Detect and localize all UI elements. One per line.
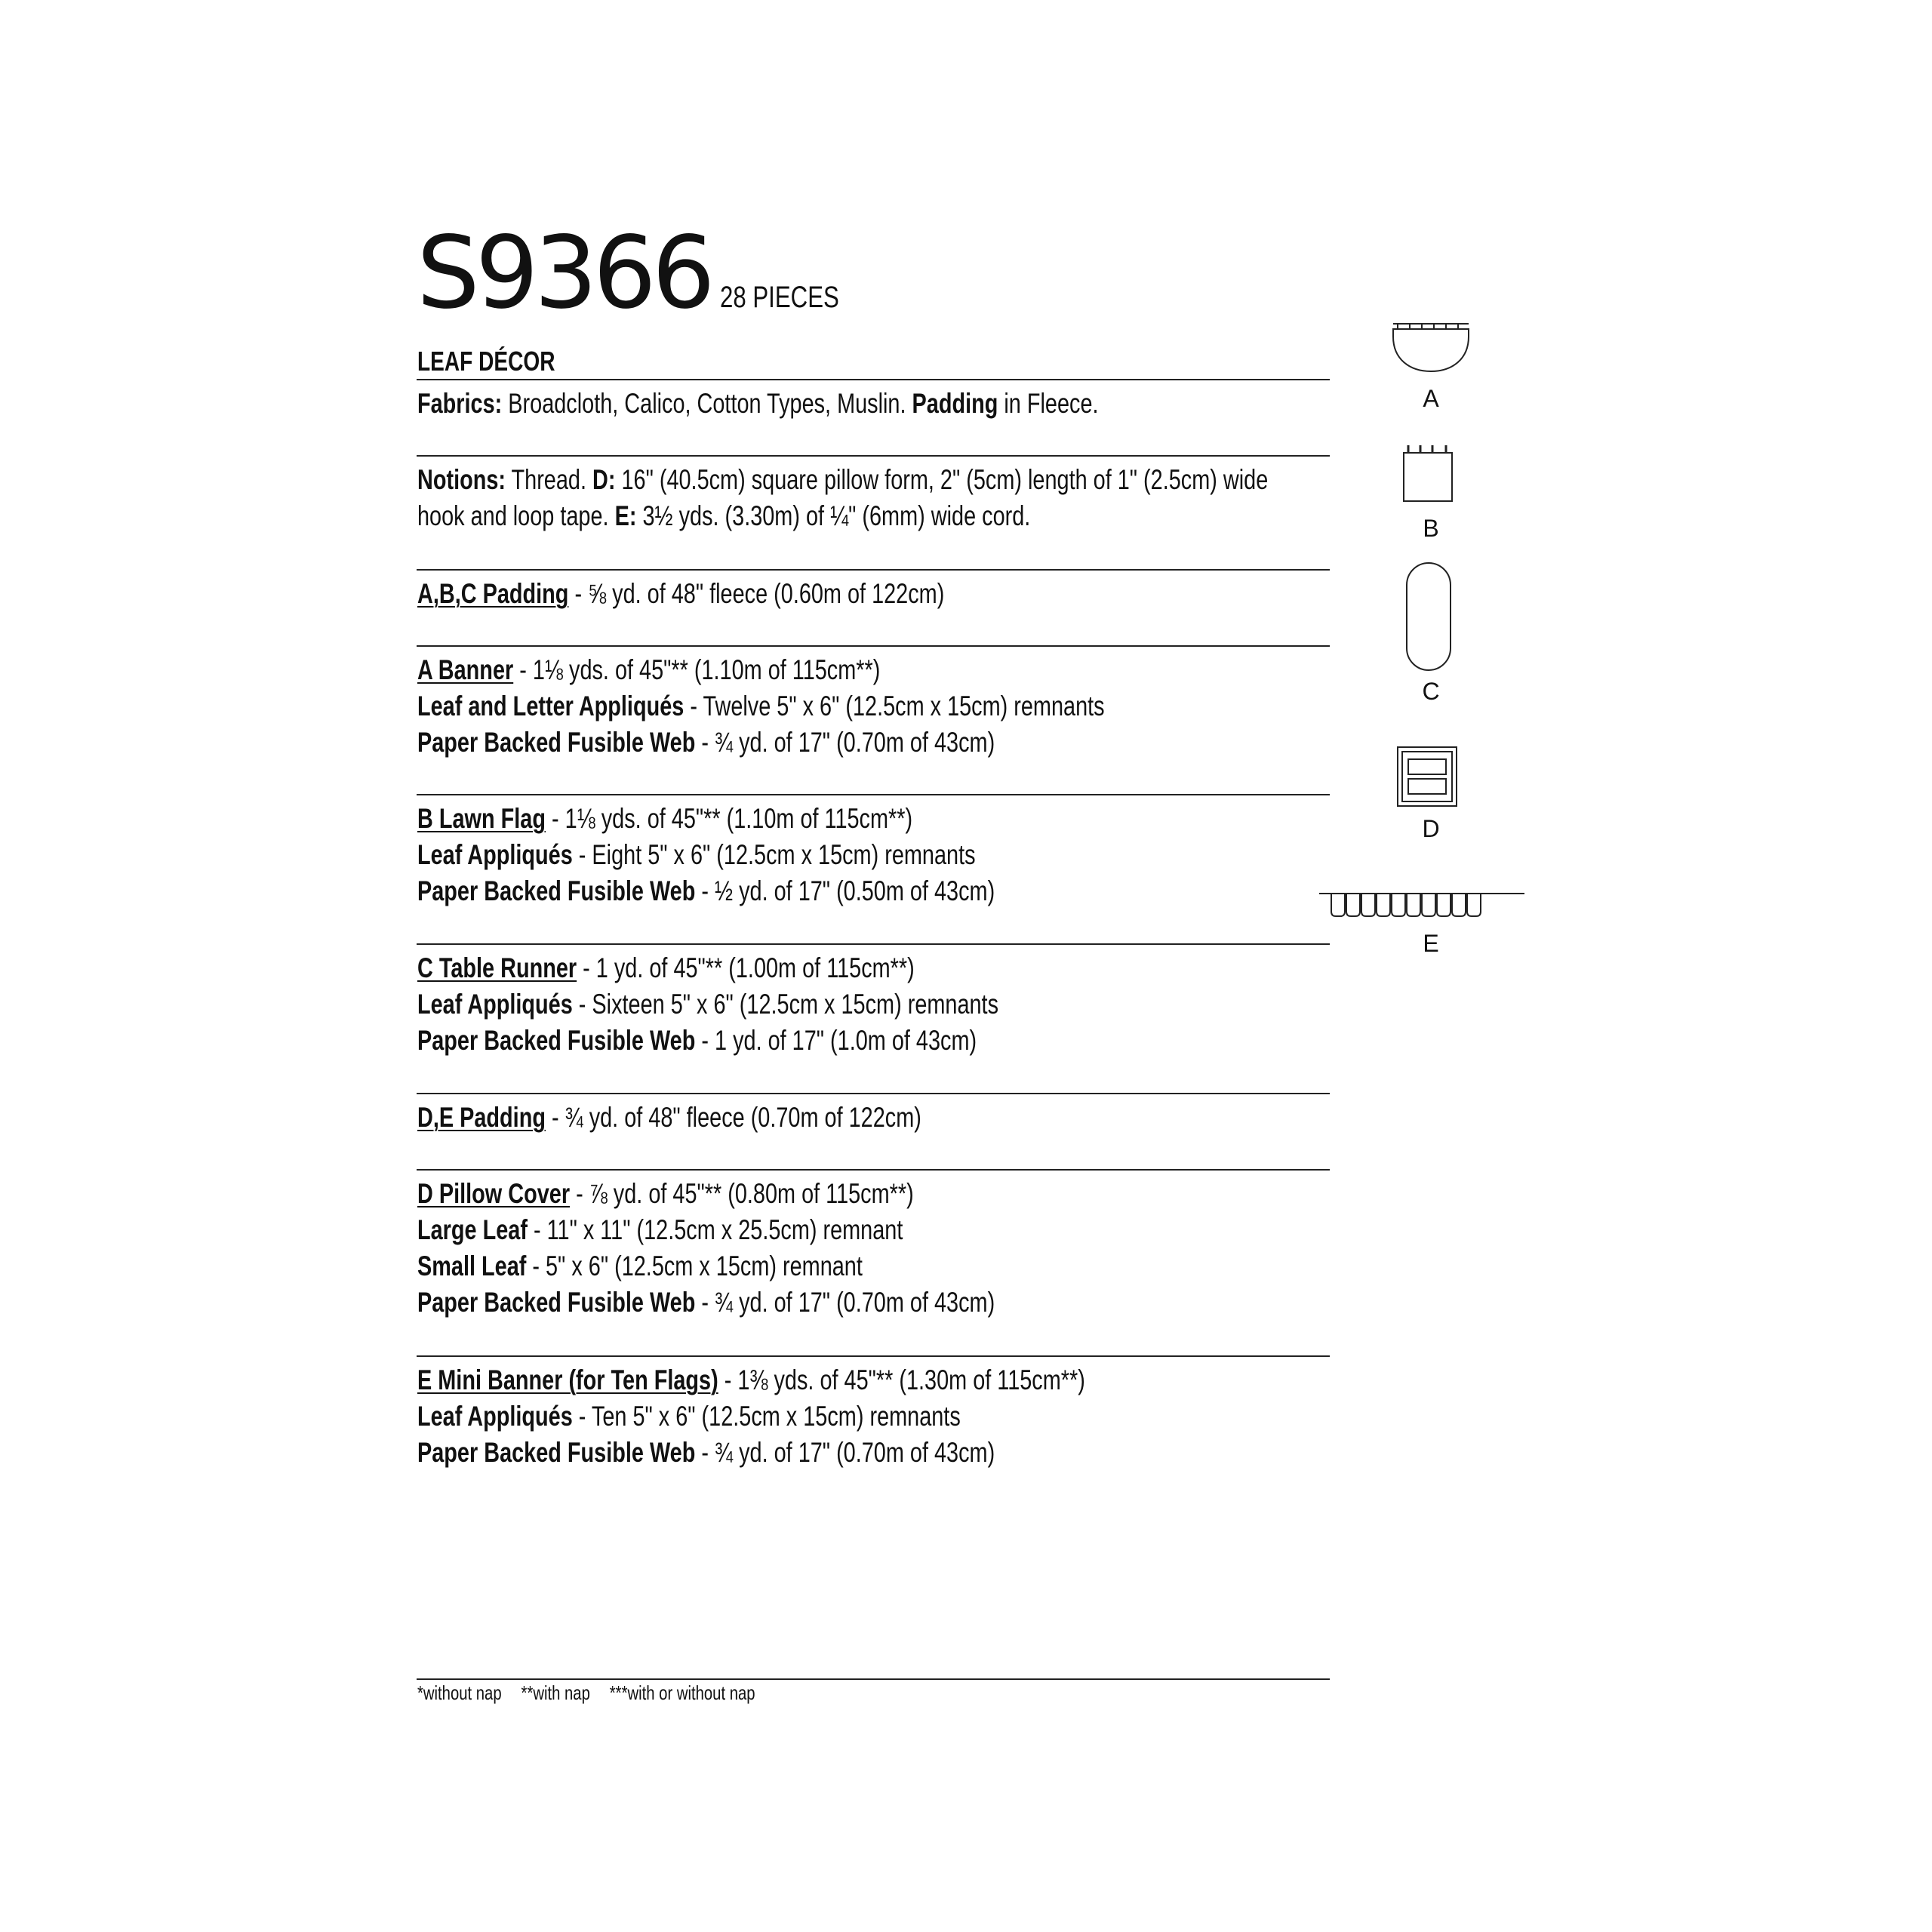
section-yardage: - ⅞ yd. of 45"** (0.80m of 115cm**) bbox=[570, 1178, 914, 1209]
item-text: - 1 yd. of 17" (1.0m of 43cm) bbox=[695, 1025, 977, 1056]
fabrics-text: Broadcloth, Calico, Cotton Types, Muslin. bbox=[502, 388, 912, 419]
item-label: Paper Backed Fusible Web bbox=[417, 727, 696, 758]
notions-d-text: 16" (40.5cm) square pillow form, 2" (5cm) length of 1" (2.5cm) wide bbox=[615, 464, 1269, 495]
item-text: - Eight 5" x 6" (12.5cm x 15cm) remnants bbox=[572, 839, 976, 870]
pieces-count: 28 PIECES bbox=[720, 281, 839, 314]
view-a-banner-drawing bbox=[1392, 323, 1470, 376]
footnotes bbox=[417, 1681, 771, 1705]
section-yardage: - 1 yd. of 45"** (1.00m of 115cm**) bbox=[577, 952, 915, 983]
item-label: Paper Backed Fusible Web bbox=[417, 1025, 696, 1056]
footnote: **with nap bbox=[521, 1681, 590, 1704]
item-label: Leaf Appliqués bbox=[417, 989, 573, 1020]
divider bbox=[417, 645, 1330, 647]
item-label: Small Leaf bbox=[417, 1251, 527, 1281]
view-label-c: C bbox=[1422, 678, 1440, 705]
view-c-table-runner-drawing bbox=[1405, 561, 1454, 673]
divider bbox=[417, 943, 1330, 945]
divider bbox=[417, 569, 1330, 571]
item-label: Paper Backed Fusible Web bbox=[417, 1437, 696, 1468]
divider bbox=[417, 1355, 1330, 1357]
divider bbox=[417, 794, 1330, 795]
section-heading: B Lawn Flag bbox=[417, 803, 546, 834]
item-text: - ¾ yd. of 17" (0.70m of 43cm) bbox=[695, 1437, 995, 1468]
notions-section bbox=[417, 462, 1398, 534]
notions-text: hook and loop tape. bbox=[417, 500, 615, 531]
fabrics-section bbox=[417, 386, 1398, 422]
section-yardage: - 1⅛ yds. of 45"** (1.10m of 115cm**) bbox=[545, 803, 913, 834]
item-text: - 11" x 11" (12.5cm x 25.5cm) remnant bbox=[527, 1214, 903, 1245]
item-text: - ½ yd. of 17" (0.50m of 43cm) bbox=[695, 875, 995, 906]
yardage-section bbox=[417, 576, 1398, 612]
footnote: *without nap bbox=[417, 1681, 502, 1704]
yardage-section bbox=[417, 801, 1398, 909]
item-text: - ¾ yd. of 17" (0.70m of 43cm) bbox=[695, 727, 995, 758]
item-label: Leaf Appliqués bbox=[417, 839, 573, 870]
yardage-section bbox=[417, 950, 1398, 1059]
notions-text: Thread. bbox=[506, 464, 593, 495]
section-yardage: - ⅝ yd. of 48" fleece (0.60m of 122cm) bbox=[568, 578, 945, 609]
item-text: - Ten 5" x 6" (12.5cm x 15cm) remnants bbox=[572, 1401, 961, 1432]
item-label: Paper Backed Fusible Web bbox=[417, 875, 696, 906]
view-e-mini-banner-drawing bbox=[1319, 891, 1524, 921]
notions-e-text: 3½ yds. (3.30m) of ¼" (6mm) wide cord. bbox=[636, 500, 1031, 531]
yardage-section bbox=[417, 652, 1398, 761]
notions-d-label: D: bbox=[592, 464, 616, 495]
yardage-section bbox=[417, 1100, 1398, 1136]
item-text: - ¾ yd. of 17" (0.70m of 43cm) bbox=[695, 1287, 995, 1318]
section-yardage: - 1⅜ yds. of 45"** (1.30m of 115cm**) bbox=[718, 1364, 1085, 1395]
section-heading: A,B,C Padding bbox=[417, 578, 569, 609]
divider bbox=[417, 455, 1330, 457]
yardage-section bbox=[417, 1176, 1398, 1321]
item-label: Large Leaf bbox=[417, 1214, 528, 1245]
view-label-b: B bbox=[1423, 515, 1439, 542]
section-heading: E Mini Banner (for Ten Flags) bbox=[417, 1364, 718, 1395]
view-label-d: D bbox=[1422, 815, 1440, 842]
section-heading: A Banner bbox=[417, 654, 514, 685]
section-heading: D,E Padding bbox=[417, 1102, 546, 1133]
notions-e-label: E: bbox=[614, 500, 637, 531]
yardage-section bbox=[417, 1362, 1398, 1471]
view-label-a: A bbox=[1423, 385, 1439, 412]
item-label: Leaf Appliqués bbox=[417, 1401, 573, 1432]
padding-text: in Fleece. bbox=[998, 388, 1099, 419]
divider bbox=[417, 1093, 1330, 1094]
divider bbox=[417, 1169, 1330, 1171]
section-heading: C Table Runner bbox=[417, 952, 577, 983]
item-label: Leaf and Letter Appliqués bbox=[417, 691, 685, 721]
padding-label: Padding bbox=[912, 388, 998, 419]
item-label: Paper Backed Fusible Web bbox=[417, 1287, 696, 1318]
view-b-lawn-flag-drawing bbox=[1402, 444, 1455, 503]
view-d-pillow-cover-drawing bbox=[1396, 746, 1458, 808]
item-text: - Twelve 5" x 6" (12.5cm x 15cm) remnants bbox=[684, 691, 1105, 721]
section-heading: D Pillow Cover bbox=[417, 1178, 571, 1209]
item-text: - Sixteen 5" x 6" (12.5cm x 15cm) remnants bbox=[572, 989, 999, 1020]
divider bbox=[417, 1678, 1330, 1680]
footnote: ***with or without nap bbox=[609, 1681, 755, 1704]
section-yardage: - 1⅛ yds. of 45"** (1.10m of 115cm**) bbox=[513, 654, 881, 685]
divider bbox=[417, 379, 1330, 380]
notions-label: Notions: bbox=[417, 464, 506, 495]
view-label-e: E bbox=[1423, 930, 1439, 957]
pattern-header bbox=[417, 215, 873, 331]
section-yardage: - ¾ yd. of 48" fleece (0.70m of 122cm) bbox=[545, 1102, 921, 1133]
item-text: - 5" x 6" (12.5cm x 15cm) remnant bbox=[526, 1251, 863, 1281]
pattern-number: S9366 bbox=[417, 215, 711, 331]
pattern-title: LEAF DÉCOR bbox=[417, 346, 555, 377]
fabrics-label: Fabrics: bbox=[417, 388, 503, 419]
